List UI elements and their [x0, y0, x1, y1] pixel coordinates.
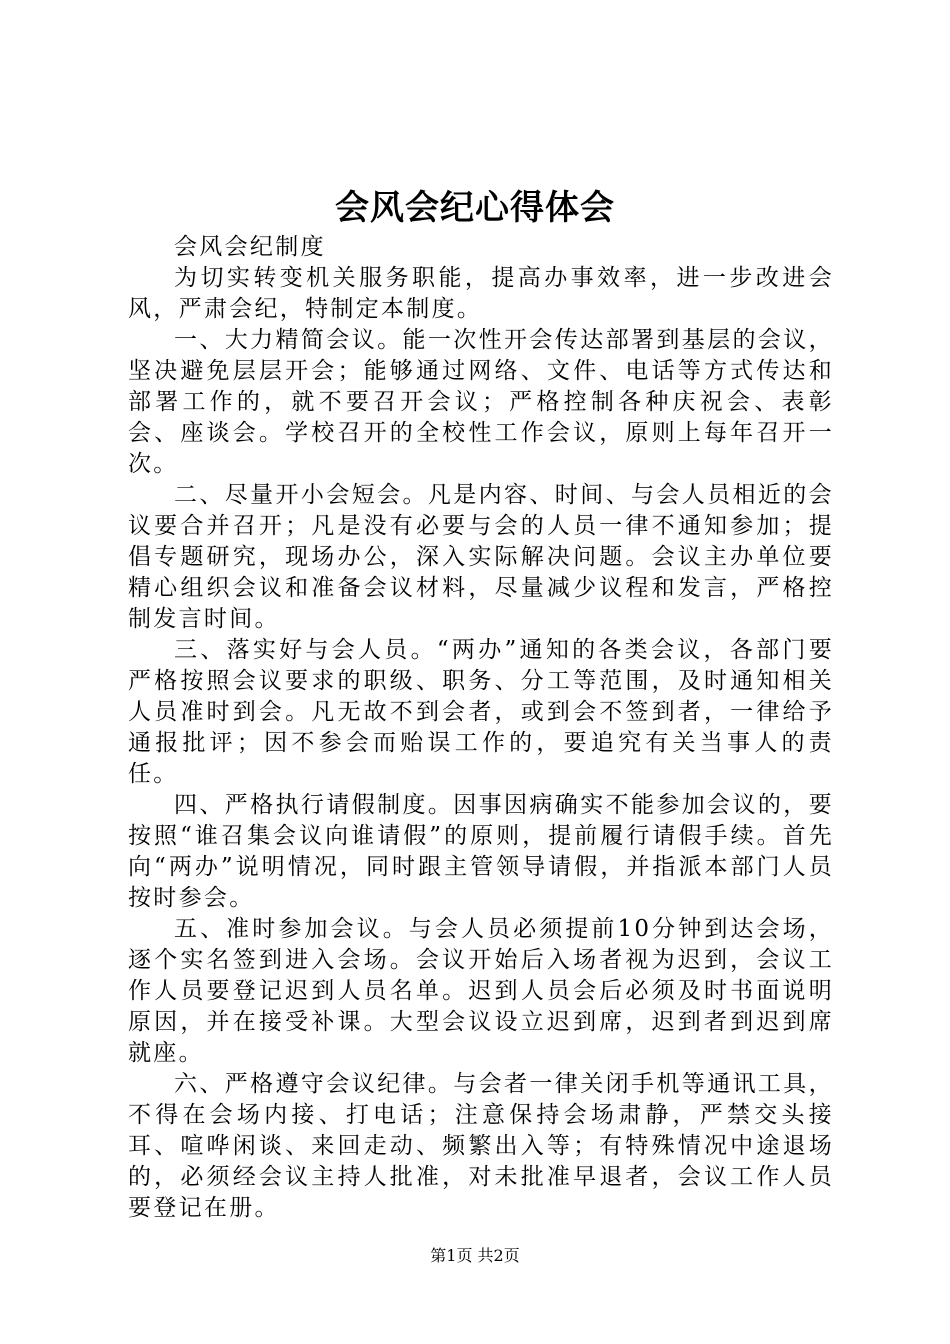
paragraph-item-2: 二、尽量开小会短会。凡是内容、时间、与会人员相近的会议要合并召开；凡是没有必要与会的人员一律不通知参加；提倡专题研究，现场办公，深入实际解决问题。会议主办单位要精心组织会议和准备会议材料，尽量减少议程和发言，严格控制发言时间。 — [128, 482, 834, 632]
document-title: 会风会纪心得体会 — [335, 188, 615, 228]
page-footer: 第1页 共2页 — [430, 1246, 520, 1265]
paragraph-item-4: 四、严格执行请假制度。因事因病确实不能参加会议的，要按照“谁召集会议向谁请假”的原则，提前履行请假手续。首先向“两办”说明情况，同时跟主管领导请假，并指派本部门人员按时参会。 — [128, 792, 834, 911]
paragraph-intro: 为切实转变机关服务职能，提高办事效率，进一步改进会风，严肃会纪，特制定本制度。 — [128, 265, 834, 322]
paragraph-item-5: 五、准时参加会议。与会人员必须提前10分钟到达会场，逐个实名签到进入会场。会议开始后入场者视为迟到，会议工作人员要登记迟到人员名单。迟到人员会后必须及时书面说明原因，并在接受补课。大型会议设立迟到席，迟到者到迟到席就座。 — [128, 916, 834, 1066]
paragraph-item-3: 三、落实好与会人员。“两办”通知的各类会议，各部门要严格按照会议要求的职级、职务、分工等范围，及时通知相关人员准时到会。凡无故不到会者，或到会不签到者，一律给予通报批评；因不参会而贻误工作的，要追究有关当事人的责任。 — [128, 637, 834, 787]
paragraph-subtitle: 会风会纪制度 — [174, 234, 326, 260]
document-body — [128, 232, 834, 1224]
paragraph-item-6: 六、严格遵守会议纪律。与会者一律关闭手机等通讯工具，不得在会场内接、打电话；注意保持会场肃静，严禁交头接耳、喧哗闲谈、来回走动、频繁出入等；有特殊情况中途退场的，必须经会议主持人批准，对未批准早退者，会议工作人员要登记在册。 — [128, 1071, 834, 1221]
paragraph-item-1: 一、大力精简会议。能一次性开会传达部署到基层的会议，坚决避免层层开会；能够通过网络、文件、电话等方式传达和部署工作的，就不要召开会议；严格控制各种庆祝会、表彰会、座谈会。学校召开的全校性工作会议，原则上每年召开一次。 — [128, 327, 834, 477]
